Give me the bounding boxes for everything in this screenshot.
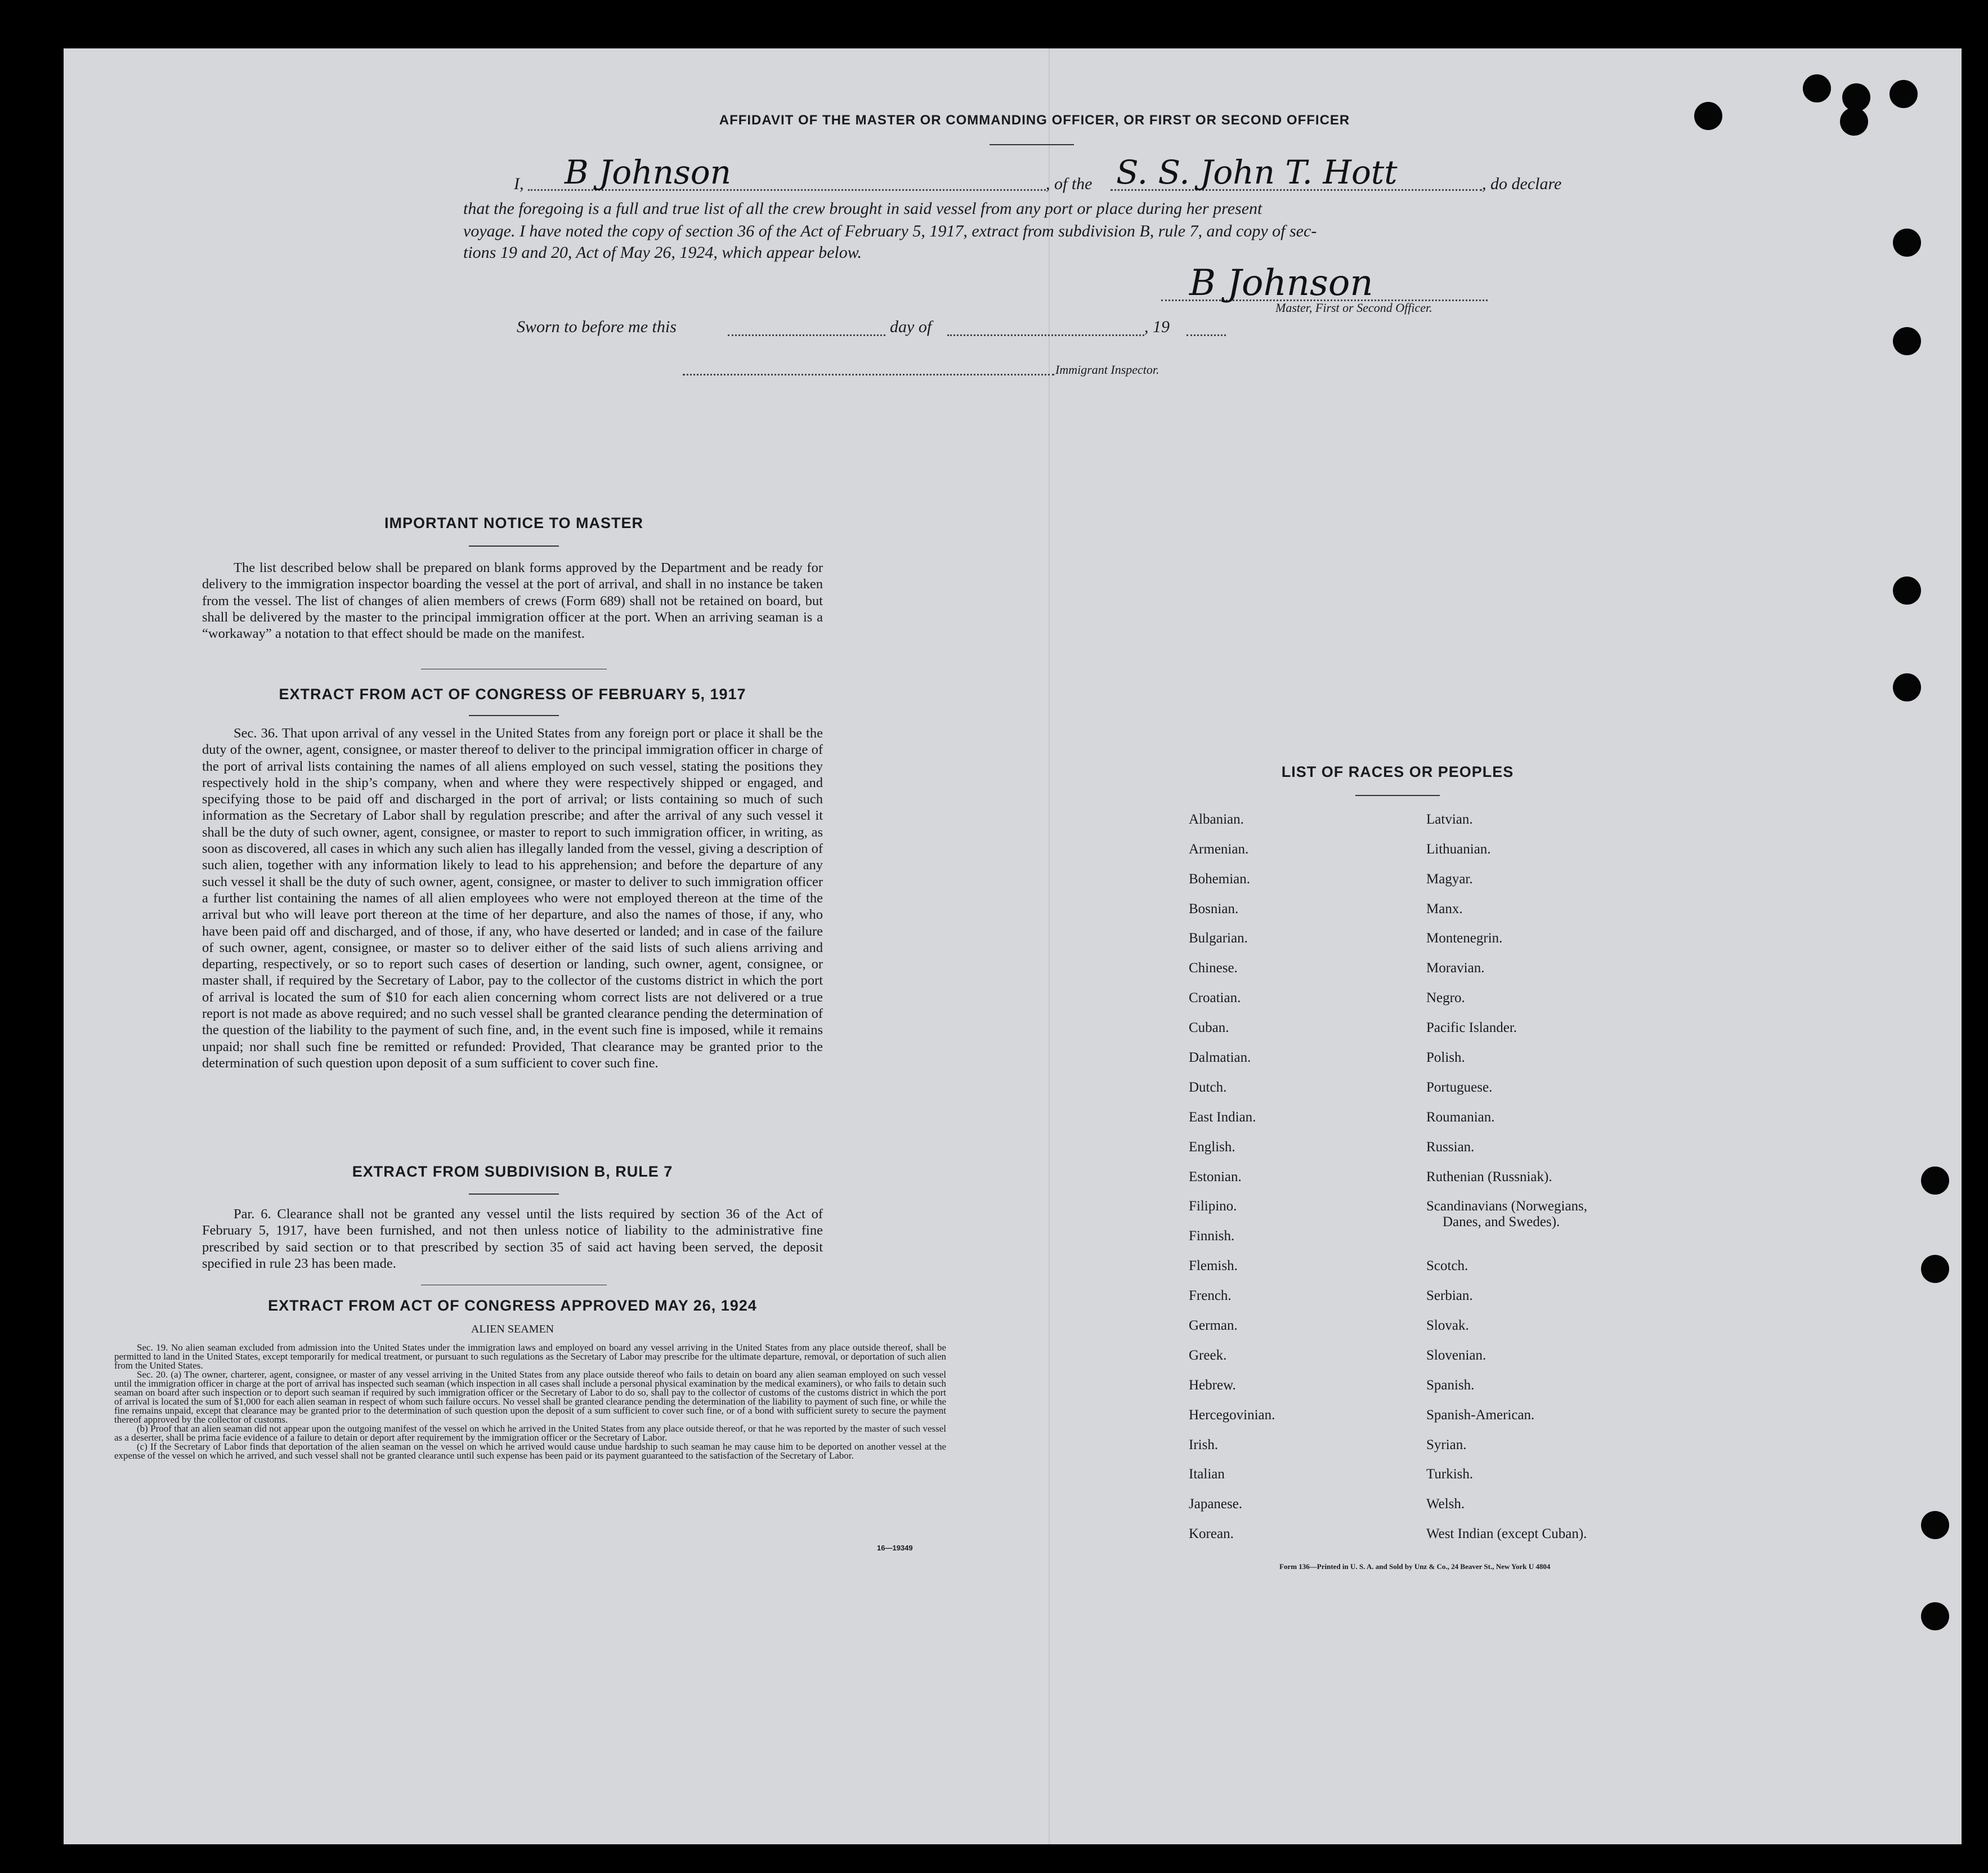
punch-hole (1921, 1166, 1949, 1195)
race-left: Greek. (1189, 1348, 1227, 1363)
races-rule (1355, 795, 1440, 796)
act1924-paragraph: Sec. 19. No alien seaman excluded from admission into the United States under the immigration laws and employed on board any vessel arriving in the United States from any place outside thereof, shall be permitted to land in the United States, except temporarily for medical treatment, or pursuant to such regulations as the Secretary of Labor may prescribe for the ultimate departure, removal, or deportation of such alien from the United States. (114, 1342, 946, 1371)
race-left: German. (1189, 1318, 1238, 1333)
race-right: Russian. (1426, 1139, 1475, 1155)
race-right: Montenegrin. (1426, 931, 1503, 946)
race-left: East Indian. (1189, 1110, 1256, 1125)
notice-text: The list described below shall be prepared on blank forms approved by the Department and be ready for delivery to the immigration inspector boarding the vessel at the port of arrival, and shall in no instance be taken from the vessel. The list of changes of alien members of crews (Form 689) shall not be retained on board, but shall be delivered by the master to the principal immigration officer at the port. When an arriving seaman is a “workaway” a notation to that effect should be made on the manifest. (202, 560, 823, 642)
act1924-footer-code: 16—19349 (877, 1544, 913, 1552)
race-right: Serbian. (1426, 1288, 1473, 1303)
race-right: Manx. (1426, 901, 1463, 917)
race-right: Lithuanian. (1426, 842, 1491, 857)
race-left: Finnish. (1189, 1228, 1235, 1244)
races-title: LIST OF RACES OR PEOPLES (1281, 763, 1514, 780)
punch-hole (1893, 327, 1921, 355)
race-right: Pacific Islander. (1426, 1020, 1517, 1035)
sworn-year-line (1186, 334, 1226, 336)
affidavit-line-2: that the foregoing is a full and true list of all the crew brought in said vessel from any port or place during her present (463, 199, 1262, 218)
race-left: Chinese. (1189, 960, 1238, 976)
punch-hole (1840, 108, 1868, 136)
fold-line (1049, 48, 1050, 1844)
race-right: Welsh. (1426, 1496, 1465, 1512)
race-right: Syrian. (1426, 1437, 1467, 1452)
race-left: Estonian. (1189, 1169, 1242, 1184)
race-right: Slovenian. (1426, 1348, 1486, 1363)
title-rule (989, 144, 1074, 145)
race-left: English. (1189, 1139, 1235, 1155)
affidavit-line-4: tions 19 and 20, Act of May 26, 1924, which appear below. (463, 243, 862, 262)
inspector-line (683, 374, 1054, 376)
act1924-title: EXTRACT FROM ACT OF CONGRESS APPROVED MAY 26, 1924 (268, 1297, 757, 1314)
race-right: Moravian. (1426, 960, 1485, 976)
race-right: Portuguese. (1426, 1080, 1493, 1095)
rule7-title: EXTRACT FROM SUBDIVISION B, RULE 7 (352, 1163, 673, 1180)
of-the-label: , of the (1046, 175, 1092, 193)
notice-rule (469, 546, 559, 547)
race-left: Bohemian. (1189, 871, 1251, 887)
race-right: Ruthenian (Russniak). (1426, 1169, 1552, 1184)
form-footer: Form 136—Printed in U. S. A. and Sold by Unz & Co., 24 Beaver St., New York U 4804 (1279, 1562, 1551, 1571)
act1924-sections (114, 1343, 946, 1460)
sworn-year: , 19 (1144, 318, 1170, 336)
race-left: Albanian. (1189, 812, 1244, 827)
signature-handwritten: B Johnson (1189, 262, 1373, 304)
race-left: Flemish. (1189, 1258, 1238, 1273)
race-left: Hercegovinian. (1189, 1407, 1275, 1423)
act1924-subtitle: ALIEN SEAMEN (471, 1323, 554, 1335)
punch-hole (1921, 1602, 1949, 1630)
race-left: Filipino. (1189, 1199, 1237, 1214)
rule7-text: Par. 6. Clearance shall not be granted any vessel until the lists required by section 36 of the Act of February 5, 1917, have been furnished, and not then unless notice of liability to the administrative fine prescribed by said section or to that prescribed by section 35 of said act having been served, the deposit specified in rule 23 has been made. (202, 1206, 823, 1271)
affidavit-line-3: voyage. I have noted the copy of section 36 of the Act of February 5, 1917, extract from subdivision B, rule 7, and copy of sec- (463, 222, 1317, 240)
act1917-text: Sec. 36. That upon arrival of any vessel in the United States from any foreign port or place it shall be the duty of the owner, agent, consignee, or master thereof to deliver to the principal immigration officer in charge of the port of arrival lists containing the names of all aliens employed on such vessel, stating the positions they respectively hold in the ship’s company, when and where they were respectively shipped or engaged, and specifying those to be paid off and discharged in the port of arrival; or lists containing so much of such information as the Secretary of Labor shall by regulation prescribe; and after the arrival of any such vessel it shall be the duty of such owner, agent, consignee, or master to report to such immigration officer, in writing, as soon as discovered, all cases in which any such alien has illegally landed from the vessel, giving a description of such alien, together with any information likely to lead to his apprehension; and before the departure of any such vessel it shall be the duty of such owner, agent, consignee, or master to deliver to such immigration officer a further list containing the names of all alien employees who were not employed thereon at the time of the arrival but who will leave port thereon at the time of her departure, and also the names of those, if any, who have been paid off and discharged, and of those, if any, who have deserted or landed; and in case of the failure of such owner, agent, consignee, or master so to deliver either of the said lists of such aliens arriving and departing, respectively, or so to report such cases of desertion or landing, such owner, agent, consignee, or master shall, if required by the Secretary of Labor, pay to the collector of the customs district in which the port of arrival is located the sum of $10 for each alien concerning whom correct lists are not delivered or a true report is not made as above required; and no such vessel shall be granted clearance pending the determination of the question of the liability to the payment of such fine, and, in the event such fine is imposed, while it remains unpaid; nor shall such fine be remitted or refunded: Provided, That clearance may be granted prior to the determination of such question upon deposit of a sum sufficient to cover such fine. (202, 726, 823, 1071)
punch-hole (1921, 1511, 1949, 1539)
act1917-rule (469, 715, 559, 716)
notice-title: IMPORTANT NOTICE TO MASTER (384, 515, 643, 531)
punch-hole (1921, 1255, 1949, 1283)
punch-hole (1893, 229, 1921, 257)
affidavit-i: I, (514, 175, 524, 193)
sworn-day-of: day of (890, 318, 932, 336)
race-left: Cuban. (1189, 1020, 1229, 1035)
document-sheet (64, 48, 1962, 1844)
affidavit-title: AFFIDAVIT OF THE MASTER OR COMMANDING OFFICER, OR FIRST OR SECOND OFFICER (719, 113, 1350, 128)
race-left: Bosnian. (1189, 901, 1239, 917)
sworn-month-line (947, 334, 1144, 336)
race-right: Latvian. (1426, 812, 1473, 827)
punch-hole (1893, 576, 1921, 605)
race-right: Scandinavians (Norwegians, (1426, 1199, 1588, 1214)
race-right: Danes, and Swedes). (1443, 1214, 1560, 1230)
race-right: Turkish. (1426, 1467, 1474, 1482)
race-left: Dalmatian. (1189, 1050, 1251, 1065)
do-declare-label: , do declare (1482, 175, 1562, 193)
act1924-paragraph: (c) If the Secretary of Labor finds that deportation of the alien seaman on the vessel on which he arrived would cause undue hardship to such seaman he may cause him to be deported on another vessel at the expense of the vessel on which he arrived, and such vessel shall not be granted clearance until such expense has been paid or its payment guaranteed to the satisfaction of the Secretary of Labor. (114, 1441, 946, 1461)
race-left: French. (1189, 1288, 1232, 1303)
signature-caption: Master, First or Second Officer. (1275, 301, 1432, 315)
vessel-name-handwritten: S. S. John T. Hott (1116, 153, 1398, 191)
race-right: Negro. (1426, 990, 1465, 1005)
race-right: Roumanian. (1426, 1110, 1495, 1125)
punch-hole (1893, 673, 1921, 701)
act1924-paragraph: (b) Proof that an alien seaman did not appear upon the outgoing manifest of the vessel on which he arrived in the United States from any place outside thereof, or that he was reported by the master of such vessel as a deserter, shall be prima facie evidence of a failure to detain or deport after requirement by the immigration officer or the Secretary of Labor. (114, 1423, 946, 1443)
race-left: Dutch. (1189, 1080, 1227, 1095)
punch-hole (1803, 74, 1831, 102)
race-right: Scotch. (1426, 1258, 1468, 1273)
race-right: Spanish. (1426, 1378, 1475, 1393)
race-right: Polish. (1426, 1050, 1465, 1065)
rule7-rule (469, 1193, 559, 1195)
race-left: Bulgarian. (1189, 931, 1248, 946)
punch-hole (1890, 80, 1918, 108)
act1917-title: EXTRACT FROM ACT OF CONGRESS OF FEBRUARY 5, 1917 (279, 686, 746, 703)
race-left: Irish. (1189, 1437, 1219, 1452)
master-name-handwritten: B Johnson (565, 153, 731, 191)
race-right: West Indian (except Cuban). (1426, 1526, 1587, 1541)
punch-hole (1694, 102, 1722, 130)
inspector-caption: Immigrant Inspector. (1055, 363, 1159, 377)
sworn-day-line (728, 334, 885, 336)
race-right: Slovak. (1426, 1318, 1469, 1333)
race-left: Italian (1189, 1467, 1225, 1482)
race-left: Hebrew. (1189, 1378, 1236, 1393)
race-left: Croatian. (1189, 990, 1241, 1005)
race-right: Magyar. (1426, 871, 1473, 887)
race-left: Japanese. (1189, 1496, 1243, 1512)
sworn-prefix: Sworn to before me this (517, 318, 677, 336)
race-left: Armenian. (1189, 842, 1249, 857)
race-left: Korean. (1189, 1526, 1234, 1541)
act1924-paragraph: Sec. 20. (a) The owner, charterer, agent, consignee, or master of any vessel arriving in the United States from any place outside thereof who fails to detain on board any alien seaman employed on such vessel until the immigration officer in charge at the port of arrival has inspected such seaman (which inspection in all cases shall include a personal physical examination by the medical examiners), or who fails to detain such seaman on board after such inspection or to deport such seaman if required by such immigration officer or the Secretary of Labor to do so, shall pay to the collector of customs of the customs district in which the port of arrival is located the sum of $1,000 for each alien seaman in respect of whom such failure occurs. No vessel shall be granted clearance pending the determination of the liability to payment of such fine, or while the fine remains unpaid, except that clearance may be granted prior to the determination of such question upon the deposit of a sum sufficient to cover such fine, or of a bond with sufficient surety to secure the payment thereof approved by the collector of customs. (114, 1369, 946, 1425)
race-right: Spanish-American. (1426, 1407, 1535, 1423)
